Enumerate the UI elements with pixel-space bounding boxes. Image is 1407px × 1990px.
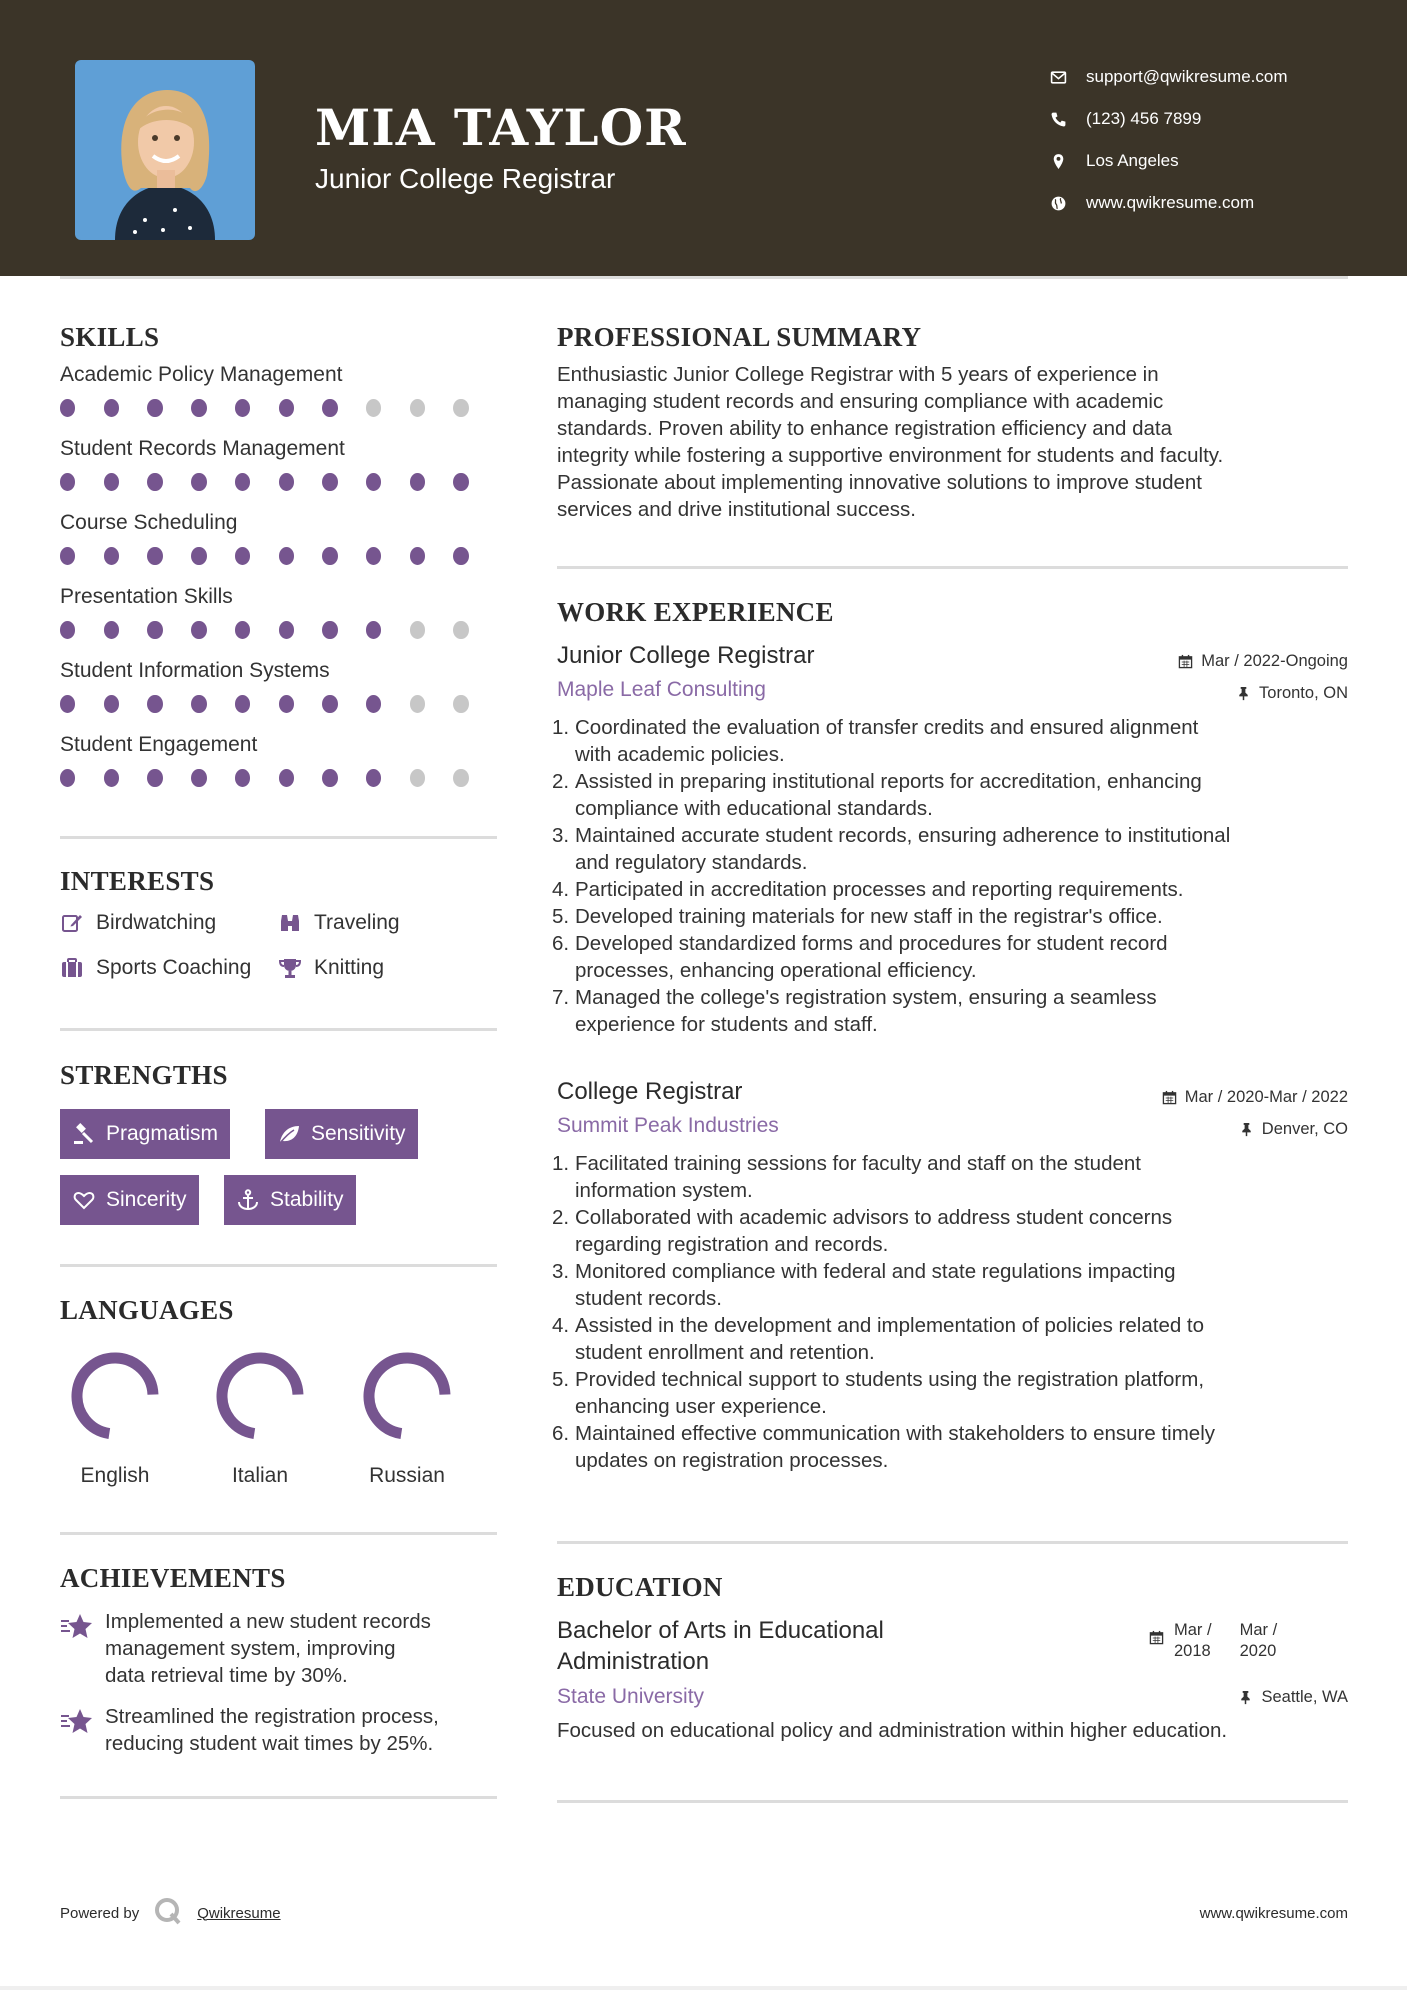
strength-label: Stability (270, 1188, 344, 1211)
strength-label: Sincerity (106, 1188, 187, 1211)
rating-dot-filled (104, 547, 119, 565)
contact-website[interactable] (1050, 182, 1288, 224)
rating-dot-filled (60, 621, 75, 639)
rating-dot-filled (104, 473, 119, 491)
interest-item (60, 911, 216, 935)
rating-dot-filled (60, 769, 75, 787)
summary-line: services and drive institutional success. (557, 498, 916, 521)
rating-dot-empty (410, 769, 425, 787)
strengths-heading: STRENGTHS (60, 1060, 228, 1090)
skill-rating (60, 695, 497, 713)
rating-dot-empty (453, 769, 468, 787)
summary-line: Passionate about implementing innovative solutions to improve student (557, 471, 1202, 494)
pushpin-icon (1238, 1690, 1253, 1705)
skill-item (60, 363, 497, 417)
rating-dot-filled (322, 695, 337, 713)
leaf-icon (277, 1122, 301, 1146)
skill-rating (60, 621, 497, 639)
summary-heading: PROFESSIONAL SUMMARY (557, 322, 922, 352)
language-item (55, 1348, 175, 1488)
language-level-arc (77, 1358, 153, 1434)
contact-location (1050, 140, 1288, 182)
contact-list (1050, 56, 1288, 224)
skill-rating (60, 473, 497, 491)
job-entry (557, 642, 1348, 1038)
pushpin-icon (1239, 1122, 1254, 1137)
job-date: Mar / 2022-Ongoing (1178, 652, 1348, 671)
rating-dot-filled (104, 399, 119, 417)
duty-item: Assisted in the development and implementation of policies related to student enrollment and retention. (575, 1314, 1205, 1364)
skill-name: Student Records Management (60, 437, 345, 460)
rating-dot-filled (60, 473, 75, 491)
rating-dot-filled (104, 621, 119, 639)
strengths-section (60, 1060, 497, 1091)
section-divider (60, 1532, 497, 1535)
calendar-icon (1178, 654, 1193, 669)
footer-url[interactable]: www.qwikresume.com (1199, 1905, 1348, 1922)
strength-label: Sensitivity (311, 1122, 406, 1145)
contact-phone-text: (123) 456 7899 (1086, 109, 1202, 128)
duty-item: Maintained accurate student records, ensuring adherence to institutional and regulatory standards. (575, 824, 1231, 874)
section-divider (557, 1541, 1348, 1544)
skill-item (60, 511, 497, 565)
achievement-item (60, 1608, 500, 1689)
summary-line: standards. Proven ability to enhance registration efficiency and data (557, 417, 1172, 440)
rating-dot-empty (453, 399, 468, 417)
section-divider (557, 566, 1348, 569)
rating-dot-filled (410, 473, 425, 491)
rating-dot-filled (235, 399, 250, 417)
skill-item (60, 437, 497, 491)
skill-item (60, 733, 497, 787)
duty-item: Provided technical support to students using the registration platform, enhancing user experience. (575, 1368, 1205, 1418)
contact-location-text: Los Angeles (1086, 151, 1179, 170)
section-divider (60, 836, 497, 839)
duty-item: Developed training materials for new staff in the registrar's office. (575, 905, 1163, 928)
profile-photo (75, 60, 255, 240)
achievements-section (60, 1563, 497, 1594)
rating-dot-filled (322, 399, 337, 417)
section-divider (60, 1264, 497, 1267)
skill-name: Presentation Skills (60, 585, 233, 608)
briefcase-icon (60, 956, 84, 980)
rating-dot-filled (279, 695, 294, 713)
interest-label: Sports Coaching (96, 956, 252, 979)
envelope-icon (1050, 69, 1086, 86)
rating-dot-filled (279, 621, 294, 639)
star-icon (60, 1707, 94, 1737)
language-level-arc (369, 1358, 445, 1434)
section-divider (557, 1800, 1348, 1803)
job-duties (557, 1150, 1348, 1474)
achievement-line: Streamlined the registration process, (105, 1705, 439, 1728)
rating-dot-filled (191, 547, 206, 565)
candidate-name: MIA TAYLOR (315, 98, 687, 157)
skill-item (60, 585, 497, 639)
binoculars-icon (278, 911, 302, 935)
rating-dot-filled (322, 621, 337, 639)
interests-heading: INTERESTS (60, 866, 215, 896)
star-icon (60, 1612, 94, 1642)
duty-item: Maintained effective communication with stakeholders to ensure timely updates on registration processes. (575, 1422, 1215, 1472)
rating-dot-empty (366, 399, 381, 417)
map-pin-icon (1050, 153, 1086, 170)
pushpin-icon (1236, 686, 1251, 701)
strength-badge (265, 1109, 418, 1159)
rating-dot-filled (322, 473, 337, 491)
rating-dot-filled (191, 769, 206, 787)
language-item (347, 1348, 467, 1488)
job-company: Summit Peak Industries (557, 1114, 779, 1137)
trophy-icon (278, 956, 302, 980)
candidate-title: Junior College Registrar (315, 163, 616, 194)
strength-badge (60, 1175, 199, 1225)
page-bottom-edge (0, 1986, 1407, 1990)
rating-dot-filled (366, 621, 381, 639)
rating-dot-filled (366, 695, 381, 713)
skill-name: Course Scheduling (60, 511, 238, 534)
rating-dot-filled (60, 399, 75, 417)
language-level-arc (222, 1358, 298, 1434)
rating-dot-filled (191, 399, 206, 417)
skill-name: Student Information Systems (60, 659, 330, 682)
contact-email-text: support@qwikresume.com (1086, 67, 1288, 86)
education-heading: EDUCATION (557, 1572, 723, 1602)
rating-dot-filled (235, 473, 250, 491)
duty-item: Participated in accreditation processes and reporting requirements. (575, 878, 1184, 901)
rating-dot-filled (366, 547, 381, 565)
section-divider (60, 1796, 497, 1799)
interest-label: Birdwatching (96, 911, 217, 934)
rating-dot-filled (147, 769, 162, 787)
interest-label: Knitting (314, 956, 385, 979)
summary-line: managing student records and ensuring compliance with academic (557, 390, 1164, 413)
resume-header (0, 0, 1407, 276)
languages-heading: LANGUAGES (60, 1295, 234, 1325)
qwikresume-link[interactable]: Qwikresume (197, 1904, 281, 1922)
language-name: Russian (369, 1464, 445, 1487)
rating-dot-empty (410, 399, 425, 417)
skill-rating (60, 769, 497, 787)
rating-dot-filled (279, 399, 294, 417)
language-item (200, 1348, 320, 1488)
degree-title: Bachelor of Arts in Educational Administration (557, 1617, 884, 1675)
summary-line: Enthusiastic Junior College Registrar with 5 years of experience in (557, 363, 1159, 386)
rating-dot-filled (191, 473, 206, 491)
skill-name: Student Engagement (60, 733, 258, 756)
strength-badge (60, 1109, 230, 1159)
rating-dot-filled (147, 399, 162, 417)
section-divider (60, 1028, 497, 1031)
interest-item (278, 956, 384, 980)
job-date: Mar / 2020-Mar / 2022 (1162, 1088, 1348, 1107)
job-location: Toronto, ON (1236, 684, 1348, 703)
duty-item: Monitored compliance with federal and state regulations impacting student records. (575, 1260, 1176, 1310)
skills-list (60, 363, 497, 787)
language-name: English (80, 1464, 150, 1487)
interests-section (60, 866, 497, 897)
rating-dot-filled (104, 695, 119, 713)
skills-heading: SKILLS (60, 322, 160, 352)
skill-rating (60, 547, 497, 565)
rating-dot-filled (60, 695, 75, 713)
rating-dot-filled (235, 621, 250, 639)
calendar-icon (1149, 1630, 1164, 1645)
interest-item (60, 956, 251, 980)
rating-dot-filled (366, 769, 381, 787)
globe-icon (1050, 195, 1086, 212)
rating-dot-filled (410, 547, 425, 565)
job-company: Maple Leaf Consulting (557, 678, 766, 701)
language-gauge (212, 1348, 308, 1444)
rating-dot-filled (60, 547, 75, 565)
job-title: Junior College Registrar (557, 642, 815, 669)
experience-section (557, 597, 1348, 628)
rating-dot-empty (410, 695, 425, 713)
duty-item: Facilitated training sessions for faculty and staff on the student information system. (575, 1152, 1141, 1202)
gavel-icon (72, 1122, 96, 1146)
rating-dot-filled (235, 547, 250, 565)
job-duties (557, 714, 1348, 1038)
language-name: Italian (231, 1464, 289, 1487)
rating-dot-filled (235, 769, 250, 787)
duty-item: Managed the college's registration system, ensuring a seamless experience for students and staff. (575, 986, 1157, 1036)
duty-item: Collaborated with academic advisors to address student concerns regarding registration and records. (575, 1206, 1173, 1256)
rating-dot-filled (147, 621, 162, 639)
job-location: Denver, CO (1239, 1120, 1348, 1139)
rating-dot-filled (104, 769, 119, 787)
skill-item (60, 659, 497, 713)
contact-email[interactable] (1050, 56, 1288, 98)
language-gauge (67, 1348, 163, 1444)
summary-line: integrity while fostering a supportive environment for students and faculty. (557, 444, 1224, 467)
rating-dot-filled (366, 473, 381, 491)
job-title: College Registrar (557, 1078, 743, 1105)
strength-badge (224, 1175, 356, 1225)
education-date: Mar / 2018 Mar / 2020 (1149, 1620, 1277, 1662)
rating-dot-filled (322, 547, 337, 565)
rating-dot-filled (147, 695, 162, 713)
contact-phone[interactable] (1050, 98, 1288, 140)
languages-section (60, 1295, 497, 1326)
duty-item: Coordinated the evaluation of transfer credits and ensured alignment with academic policies. (575, 716, 1199, 766)
education-location: Seattle, WA (1238, 1688, 1348, 1707)
rating-dot-filled (235, 695, 250, 713)
powered-by-label: Powered by (60, 1904, 140, 1922)
rating-dot-filled (147, 547, 162, 565)
job-entry (557, 1078, 1348, 1474)
rating-dot-empty (410, 621, 425, 639)
header-divider (60, 276, 1348, 279)
summary-text (557, 361, 1348, 523)
skill-rating (60, 399, 497, 417)
achievement-line: management system, improving (105, 1637, 396, 1660)
achievement-line: Implemented a new student records (105, 1610, 431, 1633)
education-description: Focused on educational policy and administration within higher education. (557, 1719, 1228, 1742)
rating-dot-filled (322, 769, 337, 787)
interest-item (278, 911, 400, 935)
anchor-icon (236, 1188, 260, 1212)
rating-dot-filled (191, 695, 206, 713)
rating-dot-filled (191, 621, 206, 639)
rating-dot-filled (453, 473, 468, 491)
interest-label: Traveling (314, 911, 400, 934)
skills-section (60, 322, 497, 807)
rating-dot-empty (453, 695, 468, 713)
achievement-line: data retrieval time by 30%. (105, 1664, 348, 1687)
edit-icon (60, 911, 84, 935)
phone-icon (1050, 111, 1086, 128)
duty-item: Developed standardized forms and procedures for student record processes, enhancing operational efficiency. (575, 932, 1168, 982)
rating-dot-filled (453, 547, 468, 565)
language-gauge (359, 1348, 455, 1444)
footer-powered-by (60, 1896, 281, 1930)
achievements-heading: ACHIEVEMENTS (60, 1563, 286, 1593)
heart-icon (72, 1188, 96, 1212)
duty-item: Assisted in preparing institutional reports for accreditation, enhancing compliance with educational standards. (575, 770, 1202, 820)
experience-heading: WORK EXPERIENCE (557, 597, 834, 627)
rating-dot-empty (453, 621, 468, 639)
summary-section (557, 322, 1348, 523)
qwikresume-logo-icon (153, 1896, 183, 1930)
rating-dot-filled (279, 547, 294, 565)
rating-dot-filled (279, 473, 294, 491)
rating-dot-filled (147, 473, 162, 491)
rating-dot-filled (279, 769, 294, 787)
achievement-item (60, 1703, 500, 1757)
achievement-line: reducing student wait times by 25%. (105, 1732, 434, 1755)
skill-name: Academic Policy Management (60, 363, 343, 386)
school-name: State University (557, 1685, 705, 1708)
calendar-icon (1162, 1090, 1177, 1105)
contact-website-text: www.qwikresume.com (1086, 193, 1255, 212)
strength-label: Pragmatism (106, 1122, 219, 1145)
